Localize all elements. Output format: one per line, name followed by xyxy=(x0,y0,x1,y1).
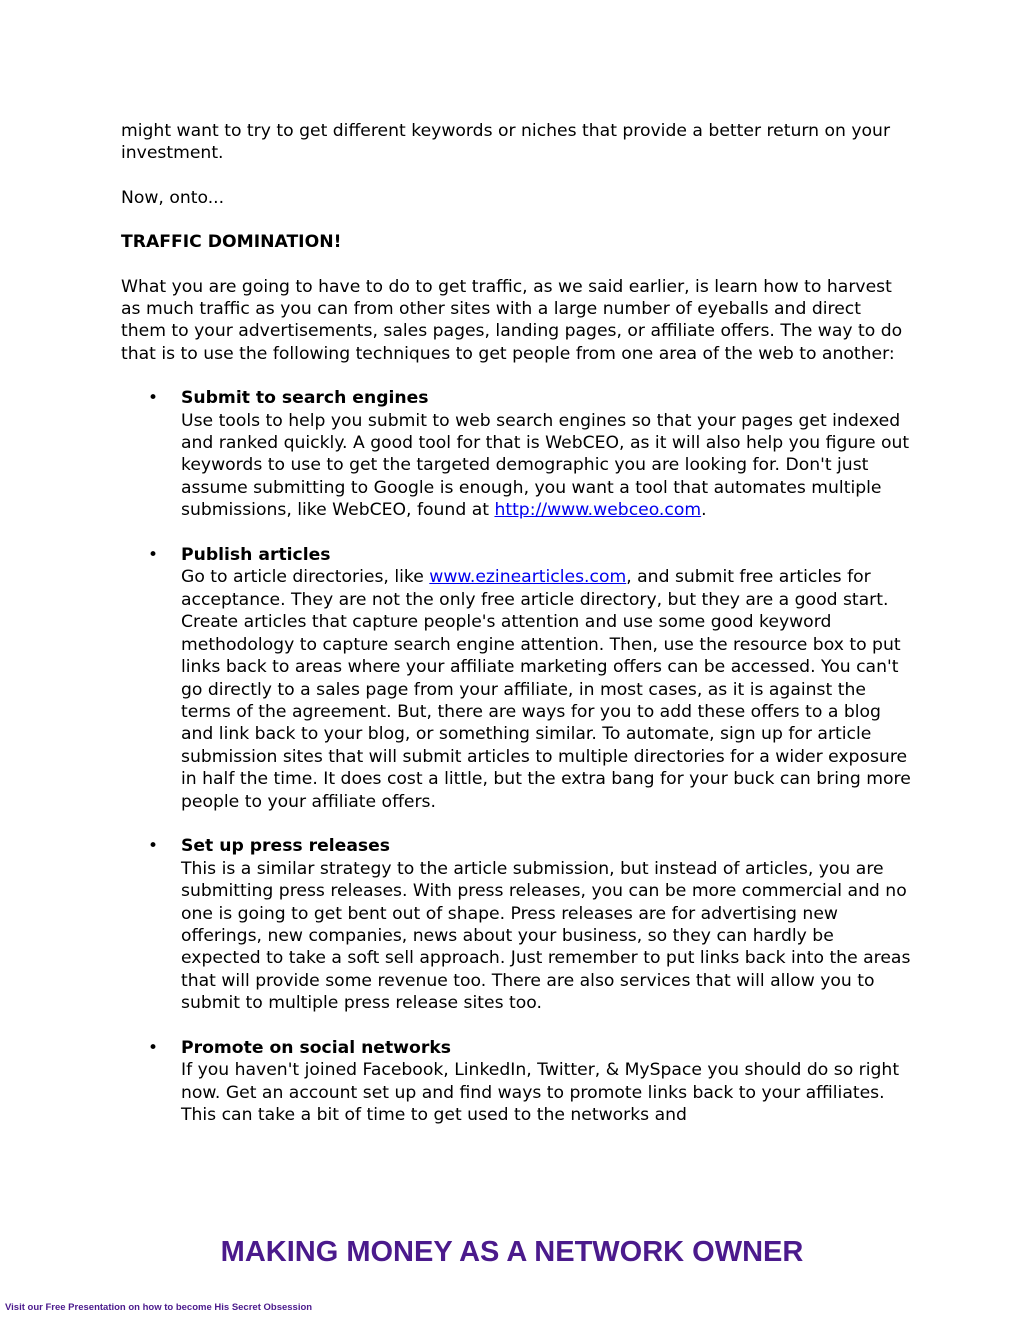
item-title: Set up press releases xyxy=(181,836,391,857)
bullet-icon: • xyxy=(148,388,159,409)
list-item xyxy=(121,1037,911,1127)
footer-title: MAKING MONEY AS A NETWORK OWNER xyxy=(220,1236,804,1268)
item-title: Submit to search engines xyxy=(181,388,429,409)
item-title: Promote on social networks xyxy=(181,1037,452,1058)
transition-text: Now, onto... xyxy=(121,187,225,208)
section-heading: TRAFFIC DOMINATION! xyxy=(121,232,342,253)
list-item xyxy=(121,835,911,1014)
item-body-end: . xyxy=(701,500,707,521)
item-body: Go to article directories, like xyxy=(181,567,430,588)
ezinearticles-link[interactable]: www.ezinearticles.com xyxy=(429,567,627,588)
item-title: Publish articles xyxy=(181,545,331,566)
bullet-icon: • xyxy=(148,1037,159,1058)
item-body: If you haven't joined Facebook, LinkedIn, Twitter, & MySpace you should do so right now. Get an account set up and find ways to promote links back to your affiliates. This can take a bit of time to get used to the networks and xyxy=(181,1060,900,1126)
list-item xyxy=(121,387,911,521)
bullet-icon: • xyxy=(148,545,159,566)
bullet-icon: • xyxy=(148,836,159,857)
list-item xyxy=(121,544,911,813)
webceo-link[interactable]: http://www.webceo.com xyxy=(494,500,702,521)
techniques-list xyxy=(121,387,911,1126)
document-body xyxy=(121,120,911,1149)
item-body-end: , and submit free articles for acceptance. They are not the only free article directory, but they are a good start. Create articles that capture people's attention and use some good keyword methodology to capture search engine attention. Then, use the resource box to put links back to areas where your affiliate marketing offers can be accessed. You can't go directly to a sales page from your affiliate, in most cases, as it is against the terms of the agreement. But, there are ways for you to add these offers to a blog and link back to your blog, or something similar. To automate, sign up for article submission sites that will submit articles to multiple directories for a wider exposure in half the time. It does cost a little, but the extra bang for your buck can bring more people to your affiliate offers. xyxy=(181,567,911,812)
item-body: This is a similar strategy to the article submission, but instead of articles, you are submitting press releases. With press releases, you can be more commercial and no one is going to get bent out of shape. Press releases are for advertising new offerings, new companies, news about your business, so they can hardly be expected to take a soft sell approach. Just remember to put links back into the areas that will provide some revenue too. There are also services that will allow you to submit to multiple press release sites too. xyxy=(181,858,911,1014)
footer-promo-link[interactable]: Visit our Free Presentation on how to become His Secret Obsession xyxy=(5,1302,313,1313)
intro-paragraph: What you are going to have to do to get traffic, as we said earlier, is learn how to harvest as much traffic as you can from other sites with a large number of eyeballs and direct them to your advertisements, sales pages, landing pages, or affiliate offers. The way to do that is to use the following techniques to get people from one area of the web to another: xyxy=(121,276,903,364)
item-body: Use tools to help you submit to web search engines so that your pages get indexed and ranked quickly. A good tool for that is WebCEO, as it will also help you figure out keywords to use to get the targeted demographic you are looking for. Don't just assume submitting to Google is enough, you want a tool that automates multiple submissions, like WebCEO, found at xyxy=(181,410,910,521)
intro-continuation: might want to try to get different keywords or niches that provide a better return on your investment. xyxy=(121,121,891,164)
